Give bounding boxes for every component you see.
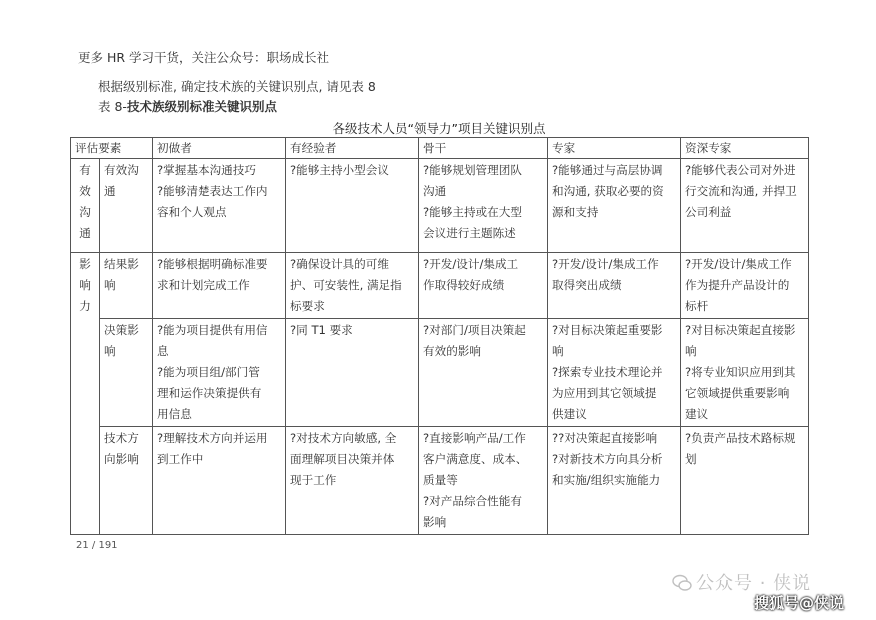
cell-line: ?开发/设计/集成工作	[552, 257, 659, 271]
table-row	[71, 159, 809, 253]
cell-line: 会议进行主题陈述	[423, 226, 516, 240]
criteria-cell	[286, 319, 419, 427]
cell-line: 取得突出成绩	[552, 278, 622, 292]
cell-line: ?负责产品技术路标规	[685, 431, 796, 445]
cell-line: ?对产品综合性能有	[423, 494, 522, 508]
cell-line: 息	[157, 344, 169, 358]
criteria-table	[70, 137, 809, 535]
cell-line: ?对技术方向敏感, 全	[290, 431, 397, 445]
column-header: 有经验者	[286, 138, 419, 159]
cell-line: ?能够主持或在大型	[423, 205, 522, 219]
cell-line: 容和个人观点	[157, 205, 227, 219]
table-label	[98, 97, 277, 115]
cell-line: ?能够清楚表达工作内	[157, 184, 268, 198]
criteria-cell	[419, 319, 548, 427]
item-name	[100, 319, 153, 427]
cell-line: 影	[79, 257, 91, 271]
table-label-title: 技术族级别标准关键识别点	[126, 99, 277, 114]
cell-line: 护、可安装性, 满足指	[290, 278, 402, 292]
table-row	[71, 253, 809, 319]
cell-line: 有	[79, 163, 91, 177]
cell-line: 影响	[423, 515, 447, 529]
criteria-cell	[153, 427, 286, 535]
item-name	[100, 253, 153, 319]
cell-line: ?能够规划管理团队	[423, 163, 522, 177]
cell-line: ??对决策起直接影响	[552, 431, 658, 445]
table-header-row	[71, 138, 809, 159]
cell-line: ?对新技术方向具分析	[552, 452, 663, 466]
cell-line: ?对目标决策起重要影	[552, 323, 663, 337]
cell-line: ?直接影响产品/工作	[423, 431, 526, 445]
table-caption: 各级技术人员“领导力”项目关键识别点	[332, 121, 546, 136]
cell-line: 标杆	[685, 299, 709, 313]
cell-line: 供建议	[552, 407, 587, 421]
cell-line: ?将专业知识应用到其	[685, 365, 796, 379]
cell-line: 和实施/组织实施能力	[552, 473, 661, 487]
cell-line: 用信息	[157, 407, 192, 421]
cell-line: 到工作中	[157, 452, 204, 466]
cell-line: 效	[79, 184, 91, 198]
criteria-cell	[681, 319, 809, 427]
cell-line: ?理解技术方向并运用	[157, 431, 268, 445]
cell-line: 客户满意度、成本、	[423, 452, 528, 466]
cell-line: 响	[79, 278, 91, 292]
criteria-cell	[419, 253, 548, 319]
table-row	[71, 427, 809, 535]
column-header: 专家	[548, 138, 681, 159]
cell-line: ?对目标决策起直接影	[685, 323, 796, 337]
cell-line: 结果影	[104, 257, 139, 271]
cell-line: 响	[104, 278, 116, 292]
cell-line: ?能够根据明确标准要	[157, 257, 268, 271]
criteria-cell	[681, 427, 809, 535]
criteria-cell	[548, 427, 681, 535]
cell-line: ?掌握基本沟通技巧	[157, 163, 256, 177]
cell-line: 响	[685, 344, 697, 358]
criteria-cell	[153, 253, 286, 319]
header-note: 更多 HR 学习干货，关注公众号：职场成长社	[78, 50, 330, 65]
criteria-cell	[286, 253, 419, 319]
cell-line: 建议	[685, 407, 709, 421]
cell-line: ?确保设计具的可维	[290, 257, 389, 271]
cell-line: 沟	[79, 205, 91, 219]
cell-line: 它领域提供重要影响	[685, 386, 790, 400]
cell-line: ?同 T1 要求	[290, 323, 353, 337]
column-header: 评估要素	[71, 138, 153, 159]
criteria-cell	[419, 427, 548, 535]
intro-text: 根据级别标准, 确定技术族的关键识别点, 请见表 8	[98, 79, 376, 94]
cell-line: 力	[79, 299, 91, 313]
cell-line: 质量等	[423, 473, 458, 487]
cell-line: ?能够代表公司对外进	[685, 163, 796, 177]
criteria-cell	[153, 159, 286, 253]
cell-line: 为应用到其它领域提	[552, 386, 657, 400]
cell-line: 理和运作决策提供有	[157, 386, 262, 400]
watermark-text: 公众号 · 侠说	[696, 573, 812, 594]
cell-line: ?能为项目组/部门管	[157, 365, 260, 379]
item-name	[100, 159, 153, 253]
criteria-cell	[286, 427, 419, 535]
criteria-cell	[548, 253, 681, 319]
cell-line: 标要求	[290, 299, 325, 313]
source-watermark: 搜狐号@侠说	[754, 594, 845, 612]
cell-line: ?对部门/项目决策起	[423, 323, 526, 337]
criteria-cell	[419, 159, 548, 253]
cell-line: 响	[104, 344, 116, 358]
cell-line: 响	[552, 344, 564, 358]
cell-line: 面理解项目决策并体	[290, 452, 395, 466]
cell-line: 和沟通, 获取必要的资	[552, 184, 664, 198]
cell-line: 作为提升产品设计的	[685, 278, 790, 292]
criteria-cell	[548, 319, 681, 427]
table-row	[71, 319, 809, 427]
cell-line: 决策影	[104, 323, 139, 337]
cell-line: ?开发/设计/集成工作	[685, 257, 792, 271]
group-name	[71, 253, 100, 535]
cell-line: 沟通	[423, 184, 447, 198]
cell-line: 作取得较好成绩	[423, 278, 505, 292]
cell-line: 源和支持	[552, 205, 599, 219]
cell-line: ?能够主持小型会议	[290, 163, 389, 177]
cell-line: ?探索专业技术理论并	[552, 365, 663, 379]
group-name	[71, 159, 100, 253]
cell-line: 公司利益	[685, 205, 732, 219]
criteria-cell	[286, 159, 419, 253]
cell-line: 通	[79, 226, 91, 240]
page-number: 21 / 191	[76, 540, 118, 551]
cell-line: ?能为项目提供有用信	[157, 323, 268, 337]
criteria-cell	[548, 159, 681, 253]
table-label-prefix: 表 8-	[98, 99, 127, 114]
column-header: 初做者	[153, 138, 286, 159]
cell-line: ?能够通过与高层协调	[552, 163, 663, 177]
cell-line: ?开发/设计/集成工	[423, 257, 519, 271]
cell-line: 划	[685, 452, 697, 466]
cell-line: 通	[104, 184, 116, 198]
wechat-icon	[672, 574, 692, 592]
cell-line: 现于工作	[290, 473, 337, 487]
item-name	[100, 427, 153, 535]
cell-line: 有效沟	[104, 163, 139, 177]
cell-line: 有效的影响	[423, 344, 481, 358]
column-header: 资深专家	[681, 138, 809, 159]
criteria-cell	[153, 319, 286, 427]
cell-line: 行交流和沟通, 并捍卫	[685, 184, 797, 198]
criteria-cell	[681, 159, 809, 253]
column-header: 骨干	[419, 138, 548, 159]
criteria-cell	[681, 253, 809, 319]
cell-line: 技术方	[104, 431, 139, 445]
cell-line: 向影响	[104, 452, 139, 466]
cell-line: 求和计划完成工作	[157, 278, 250, 292]
